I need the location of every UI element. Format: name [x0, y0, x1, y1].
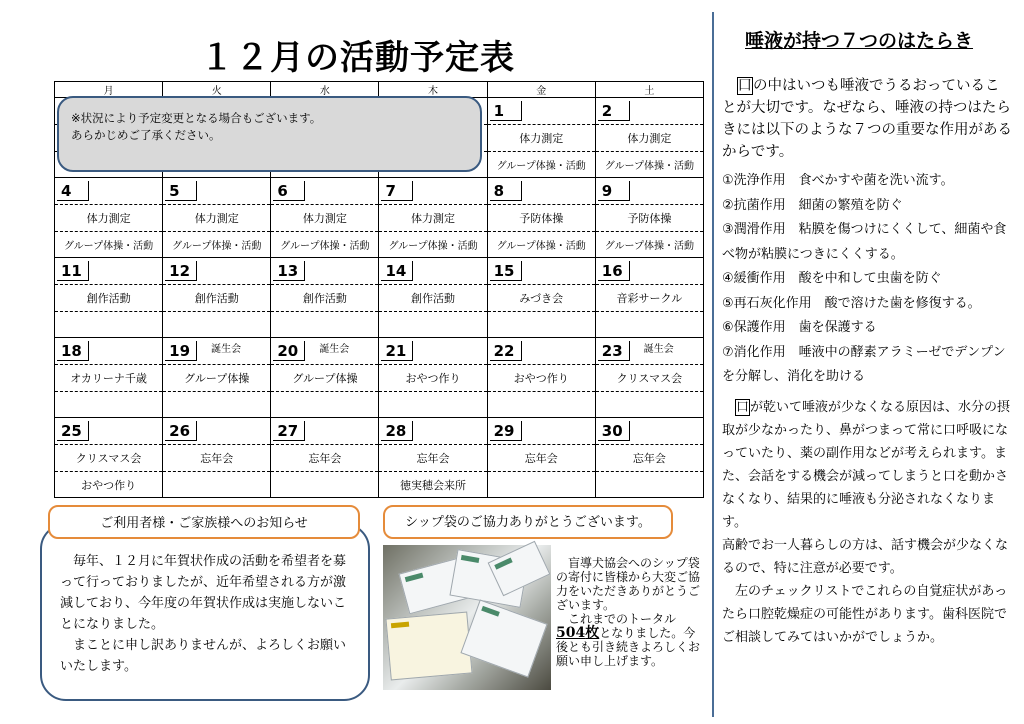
date-number: 22 — [490, 341, 522, 361]
date-number: 23 — [598, 341, 630, 361]
list-item: ①洗浄作用 食べかすや菌を洗い流す。 — [722, 173, 954, 188]
notice-line: あらかじめご了承ください。 — [71, 128, 221, 142]
compress-bag-title: シップ袋のご協力ありがとうございます。 — [383, 505, 673, 539]
activity-cell — [55, 392, 163, 418]
compress-bag-para1: 盲導犬協会へのシップ袋の寄付に皆様から大変ご協力をいただきありがとうございます。 — [556, 556, 701, 612]
schedule-change-notice — [57, 96, 482, 172]
compress-bag-text — [556, 556, 702, 668]
activity-row — [55, 392, 704, 418]
activity-cell — [163, 472, 271, 498]
elderly-paragraph: 高齢でお一人暮らしの方は、話す機会が少なくなるので、特に注意が必要です。 — [722, 537, 1009, 576]
activity-cell: おやつ作り — [55, 472, 163, 498]
family-notice-box — [40, 523, 370, 701]
date-number: 16 — [598, 261, 630, 281]
activity-cell: 予防体操 — [487, 205, 595, 232]
activity-cell: 体力測定 — [595, 125, 703, 152]
activity-cell: グループ体操・活動 — [595, 152, 703, 178]
date-cell — [163, 258, 271, 285]
weekday-header: 火 — [163, 82, 271, 98]
activity-row — [55, 205, 704, 232]
activity-cell — [55, 312, 163, 338]
birthday-party-label: 誕生会 — [643, 344, 674, 355]
saliva-article — [722, 75, 1012, 649]
family-notice-title: ご利用者様・ご家族様へのお知らせ — [48, 505, 360, 539]
activity-cell — [379, 392, 487, 418]
activity-cell: グループ体操・活動 — [487, 152, 595, 178]
date-number: 20 — [273, 341, 305, 361]
date-cell — [595, 418, 703, 445]
activity-cell: 忘年会 — [379, 445, 487, 472]
date-number: 14 — [381, 261, 413, 281]
family-notice-paragraph: まことに申し訳ありませんが、よろしくお願いいたします。 — [60, 638, 347, 674]
date-cell — [379, 338, 487, 365]
checklist-paragraph: 左のチェックリストでこれらの自覚症状があったら口腔乾燥症の可能性があります。歯科医院でご相談してみてはいかがでしょうか。 — [722, 583, 1008, 645]
date-cell — [487, 418, 595, 445]
date-cell — [163, 178, 271, 205]
date-number: 26 — [165, 421, 197, 441]
activity-cell — [595, 472, 703, 498]
date-cell — [163, 338, 271, 365]
date-cell — [55, 178, 163, 205]
family-notice-paragraph: 毎年、１２月に年賀状作成の活動を希望者を募って行っておりましたが、近年希望される方が激減しており、今年度の年賀状作成は実施しないことになりました。 — [60, 554, 347, 632]
activity-cell — [379, 312, 487, 338]
date-number: 19 — [165, 341, 197, 361]
date-number: 5 — [165, 181, 197, 201]
date-number: 8 — [490, 181, 522, 201]
date-cell — [487, 338, 595, 365]
activity-cell: 徳実穂会来所 — [379, 472, 487, 498]
activity-cell: 忘年会 — [163, 445, 271, 472]
date-number: 30 — [598, 421, 630, 441]
list-item: ③潤滑作用 粘膜を傷つけにくくして、細菌や食べ物が粘膜につきにくくする。 — [722, 222, 1007, 262]
date-number: 6 — [273, 181, 305, 201]
activity-cell — [271, 472, 379, 498]
date-number: 28 — [381, 421, 413, 441]
activity-cell: グループ体操・活動 — [55, 232, 163, 258]
date-cell — [379, 258, 487, 285]
activity-cell — [487, 392, 595, 418]
activity-cell: みづき会 — [487, 285, 595, 312]
date-number: 25 — [57, 421, 89, 441]
list-item: ⑥保護作用 歯を保護する — [722, 320, 877, 335]
activity-cell: グループ体操・活動 — [379, 232, 487, 258]
date-number: 15 — [490, 261, 522, 281]
activity-cell — [271, 312, 379, 338]
activity-row — [55, 472, 704, 498]
cause-paragraph: が乾いて唾液が少なくなる原因は、水分の摂取が少なかったり、鼻がつまって常に口呼吸になっていたり、薬の副作用などが考えられます。また、会話をする機会が減ってしまうと口を動かさなくなり、結果的に唾液も分泌されなくなります。 — [722, 399, 1011, 530]
date-cell — [55, 418, 163, 445]
weekday-header: 金 — [487, 82, 595, 98]
birthday-party-label: 誕生会 — [211, 344, 242, 355]
activity-cell: グループ体操・活動 — [487, 232, 595, 258]
activity-cell: 忘年会 — [271, 445, 379, 472]
list-item: ⑤再石灰化作用 酸で溶けた歯を修復する。 — [722, 295, 981, 311]
date-cell — [271, 178, 379, 205]
date-cell — [487, 98, 595, 125]
date-number: 18 — [57, 341, 89, 361]
activity-cell — [595, 312, 703, 338]
activity-cell — [487, 472, 595, 498]
activity-cell — [163, 312, 271, 338]
date-cell — [271, 258, 379, 285]
activity-cell: グループ体操・活動 — [271, 232, 379, 258]
date-cell — [163, 418, 271, 445]
activity-cell: 予防体操 — [595, 205, 703, 232]
activity-cell: 体力測定 — [487, 125, 595, 152]
date-number: 7 — [381, 181, 413, 201]
activity-cell: 体力測定 — [55, 205, 163, 232]
activity-cell: グループ体操・活動 — [595, 232, 703, 258]
date-cell — [595, 98, 703, 125]
weekday-header: 木 — [379, 82, 487, 98]
activity-cell: 体力測定 — [379, 205, 487, 232]
date-cell — [271, 338, 379, 365]
date-cell — [271, 418, 379, 445]
activity-cell: 創作活動 — [271, 285, 379, 312]
date-number: 11 — [57, 261, 89, 281]
activity-cell: オカリーナ千歳 — [55, 365, 163, 392]
column-divider — [712, 12, 714, 717]
date-cell — [379, 178, 487, 205]
intro-paragraph: の中はいつも唾液でうるおっていることが大切です。なぜなら、唾液の持つはたらきには以下のような７つの重要な作用があるからです。 — [722, 78, 1012, 160]
activity-row — [55, 232, 704, 258]
bag-total-count: 504 — [556, 625, 586, 641]
date-row — [55, 178, 704, 205]
compress-bag-para2a: これまでのトータル — [568, 612, 677, 626]
activity-cell: グループ体操 — [163, 365, 271, 392]
cause-drop-letter: 口 — [736, 399, 750, 415]
activity-cell — [163, 392, 271, 418]
weekday-header: 月 — [55, 82, 163, 98]
date-number: 9 — [598, 181, 630, 201]
activity-row — [55, 285, 704, 312]
date-cell — [379, 418, 487, 445]
activity-row — [55, 312, 704, 338]
activity-cell: 創作活動 — [163, 285, 271, 312]
activity-cell: 忘年会 — [487, 445, 595, 472]
activity-cell: おやつ作り — [487, 365, 595, 392]
date-number: 1 — [490, 101, 522, 121]
date-cell — [55, 338, 163, 365]
date-number: 29 — [490, 421, 522, 441]
birthday-party-label: 誕生会 — [319, 344, 350, 355]
list-item: ④緩衝作用 酸を中和して虫歯を防ぐ — [722, 271, 942, 286]
date-cell — [55, 258, 163, 285]
date-number: 21 — [381, 341, 413, 361]
date-row — [55, 338, 704, 365]
intro-drop-letter: 口 — [737, 78, 752, 94]
weekday-header: 水 — [271, 82, 379, 98]
activity-row — [55, 365, 704, 392]
activity-cell — [595, 392, 703, 418]
weekday-header: 土 — [595, 82, 703, 98]
page-title: １２月の活動予定表 — [200, 38, 515, 78]
list-item: ⑦消化作用 唾液中の酵素アラミーゼでデンプンを分解し、消化を助ける — [722, 344, 1006, 384]
date-number: 4 — [57, 181, 89, 201]
activity-cell: 忘年会 — [595, 445, 703, 472]
compress-bag-photo — [383, 545, 551, 690]
activity-cell: 創作活動 — [55, 285, 163, 312]
activity-cell: 音彩サークル — [595, 285, 703, 312]
activity-cell: 創作活動 — [379, 285, 487, 312]
date-cell — [595, 178, 703, 205]
activity-cell: 体力測定 — [271, 205, 379, 232]
date-row — [55, 418, 704, 445]
list-item: ②抗菌作用 細菌の繁殖を防ぐ — [722, 197, 903, 213]
date-row — [55, 258, 704, 285]
date-cell — [595, 338, 703, 365]
saliva-function-list — [722, 169, 1012, 390]
date-number: 13 — [273, 261, 305, 281]
date-cell — [595, 258, 703, 285]
activity-cell: クリスマス会 — [55, 445, 163, 472]
activity-cell: 体力測定 — [163, 205, 271, 232]
activity-cell — [271, 392, 379, 418]
compress-bag-para2b: となりました。今後とも引き続きよろしくお願い申し上げます。 — [556, 626, 701, 668]
saliva-heading: 唾液が持つ７つのはたらき — [745, 30, 974, 52]
date-number: 27 — [273, 421, 305, 441]
notice-line: ※状況により予定変更となる場合もございます。 — [71, 111, 322, 125]
activity-cell: グループ体操 — [271, 365, 379, 392]
date-cell — [487, 178, 595, 205]
date-number: 12 — [165, 261, 197, 281]
date-cell — [487, 258, 595, 285]
bag-total-unit: 枚 — [585, 625, 600, 641]
date-number: 2 — [598, 101, 630, 121]
activity-cell: おやつ作り — [379, 365, 487, 392]
activity-row — [55, 445, 704, 472]
activity-cell: クリスマス会 — [595, 365, 703, 392]
activity-cell: グループ体操・活動 — [163, 232, 271, 258]
activity-cell — [487, 312, 595, 338]
